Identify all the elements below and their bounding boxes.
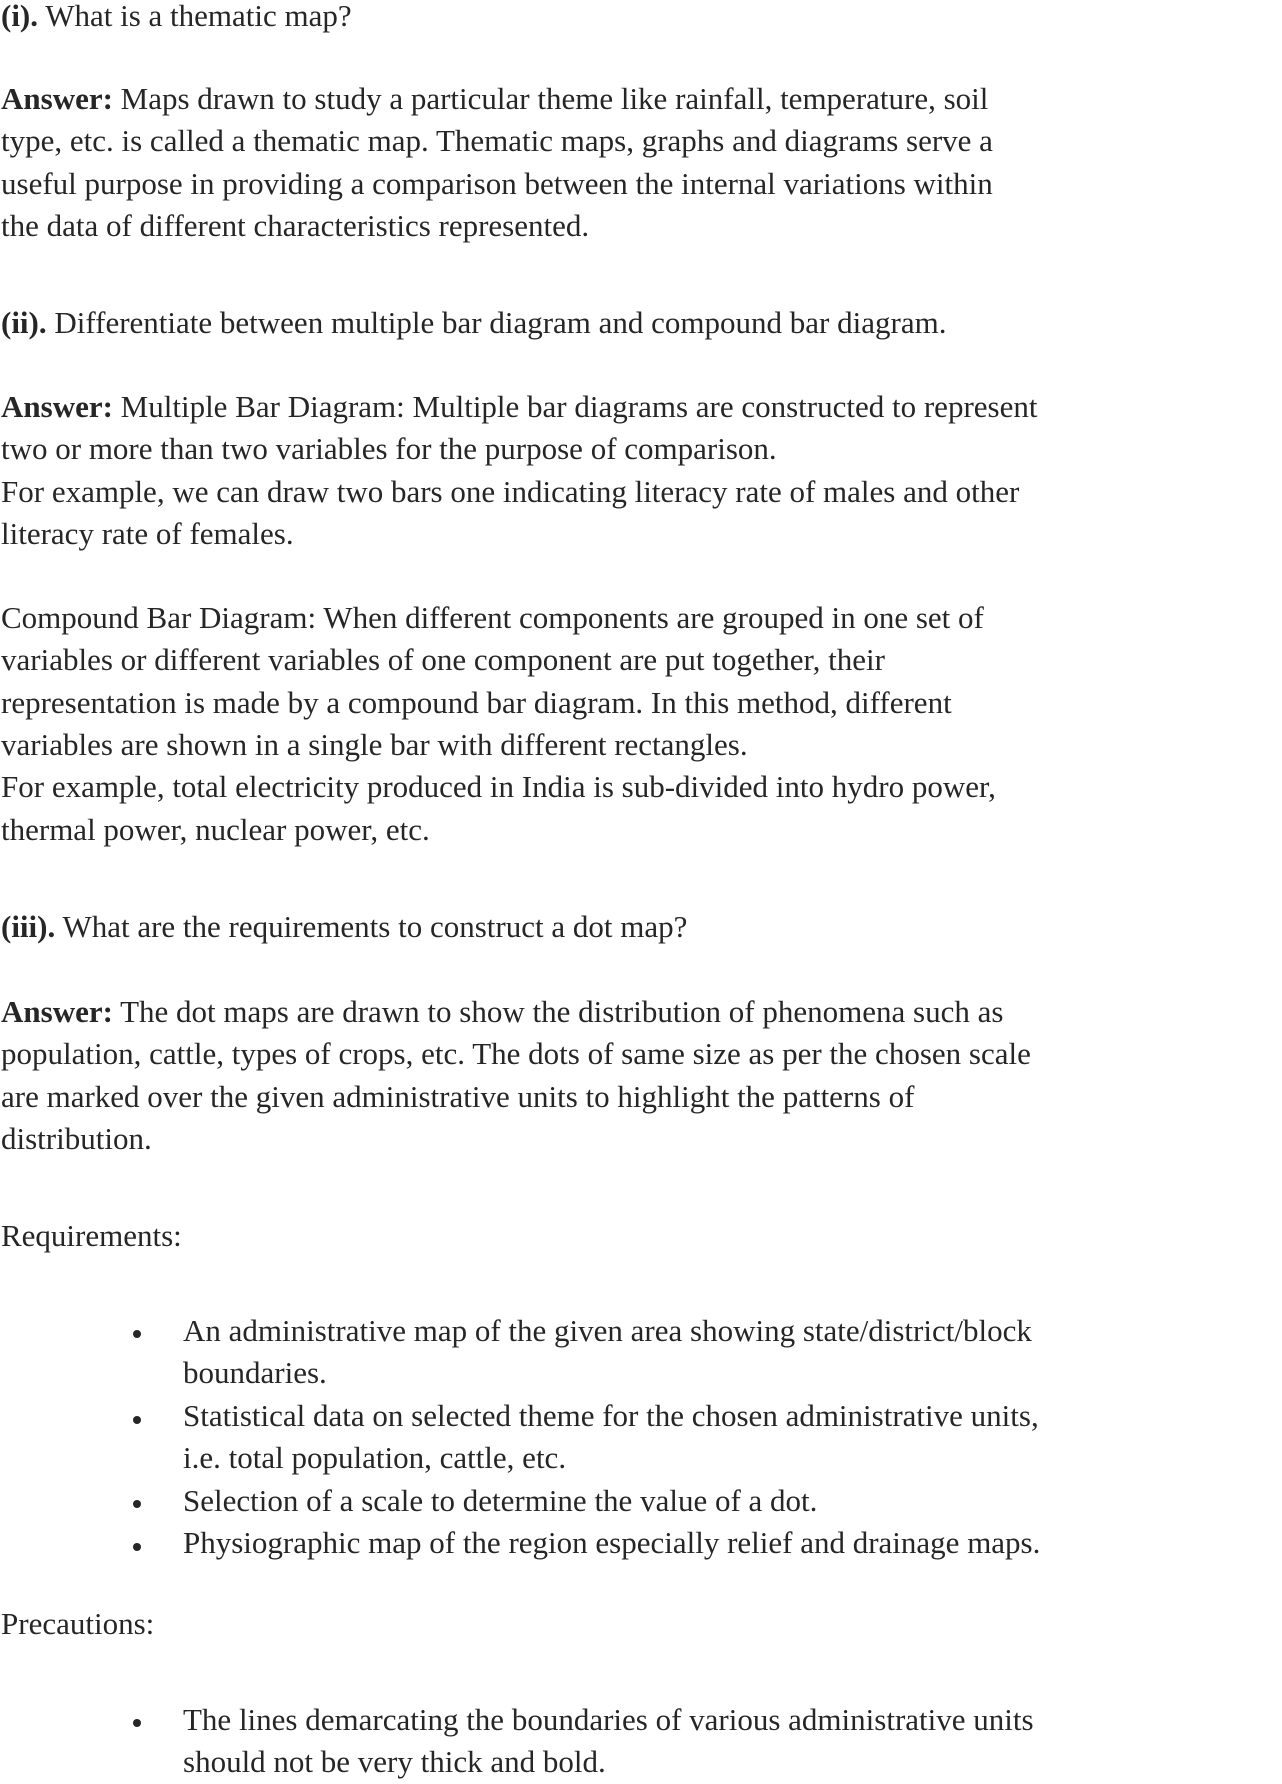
- answer-2-line-2: two or more than two variables for the purpose of comparison.: [1, 431, 777, 466]
- requirement-3: Selection of a scale to determine the value of a dot.: [183, 1483, 818, 1518]
- question-2-text: Differentiate between multiple bar diagram and compound bar diagram.: [46, 305, 947, 340]
- answer-1-line-3: useful purpose in providing a comparison between the internal variations within: [1, 166, 993, 201]
- question-1-label: (i).: [1, 0, 39, 33]
- precaution-1-line-1: The lines demarcating the boundaries of various administrative units: [183, 1702, 1034, 1737]
- question-3-text: What are the requirements to construct a dot map?: [55, 909, 688, 944]
- answer-2-line-4: literacy rate of females.: [1, 516, 294, 551]
- bullet-icon: [130, 1330, 144, 1344]
- answer-2-line-3: For example, we can draw two bars one indicating literacy rate of males and other: [1, 474, 1020, 509]
- requirement-1-line-2: boundaries.: [183, 1355, 327, 1390]
- answer-2-line-1: Answer: Multiple Bar Diagram: Multiple bar diagrams are constructed to represent: [1, 389, 1038, 424]
- compound-line-4: variables are shown in a single bar with different rectangles.: [1, 727, 748, 762]
- question-1: [1, 0, 352, 38]
- precaution-1-line-2: should not be very thick and bold.: [183, 1744, 606, 1779]
- answer-1-line-2: type, etc. is called a thematic map. Thematic maps, graphs and diagrams serve a: [1, 123, 993, 158]
- compound-line-1: Compound Bar Diagram: When different components are grouped in one set of: [1, 600, 984, 635]
- compound-line-5: For example, total electricity produced in India is sub-divided into hydro power,: [1, 769, 996, 804]
- bullet-icon: [130, 1543, 144, 1557]
- answer-3-line-3: are marked over the given administrative units to highlight the patterns of: [1, 1079, 915, 1114]
- answer-3-label: Answer:: [1, 994, 113, 1029]
- bullet-icon: [130, 1416, 144, 1430]
- requirement-4: Physiographic map of the region especially relief and drainage maps.: [183, 1525, 1041, 1560]
- question-2-label: (ii).: [1, 305, 47, 340]
- answer-1-label: Answer:: [1, 81, 113, 116]
- compound-line-2: variables or different variables of one component are put together, their: [1, 642, 885, 677]
- answer-3-line-2: population, cattle, types of crops, etc. The dots of same size as per the chosen scale: [1, 1036, 1031, 1071]
- compound-line-6: thermal power, nuclear power, etc.: [1, 812, 430, 847]
- bullet-icon: [130, 1719, 144, 1733]
- compound-line-3: representation is made by a compound bar diagram. In this method, different: [1, 685, 952, 720]
- precautions-heading: Precautions:: [1, 1606, 155, 1641]
- answer-3-line-4: distribution.: [1, 1121, 152, 1156]
- question-1-text: What is a thematic map?: [38, 0, 352, 33]
- requirements-heading: Requirements:: [1, 1218, 182, 1253]
- bullet-icon: [130, 1500, 144, 1514]
- answer-1-line-4: the data of different characteristics represented.: [1, 208, 590, 243]
- question-3: [1, 906, 687, 949]
- answer-1-line-1: Answer: Maps drawn to study a particular theme like rainfall, temperature, soil: [1, 81, 989, 116]
- question-2: [1, 302, 946, 345]
- requirement-2-line-2: i.e. total population, cattle, etc.: [183, 1440, 567, 1475]
- answer-2-label: Answer:: [1, 389, 113, 424]
- requirement-1-line-1: An administrative map of the given area showing state/district/block: [183, 1313, 1032, 1348]
- answer-3-line-1: Answer: The dot maps are drawn to show the distribution of phenomena such as: [1, 994, 1004, 1029]
- question-3-label: (iii).: [1, 909, 56, 944]
- requirement-2-line-1: Statistical data on selected theme for the chosen administrative units,: [183, 1398, 1039, 1433]
